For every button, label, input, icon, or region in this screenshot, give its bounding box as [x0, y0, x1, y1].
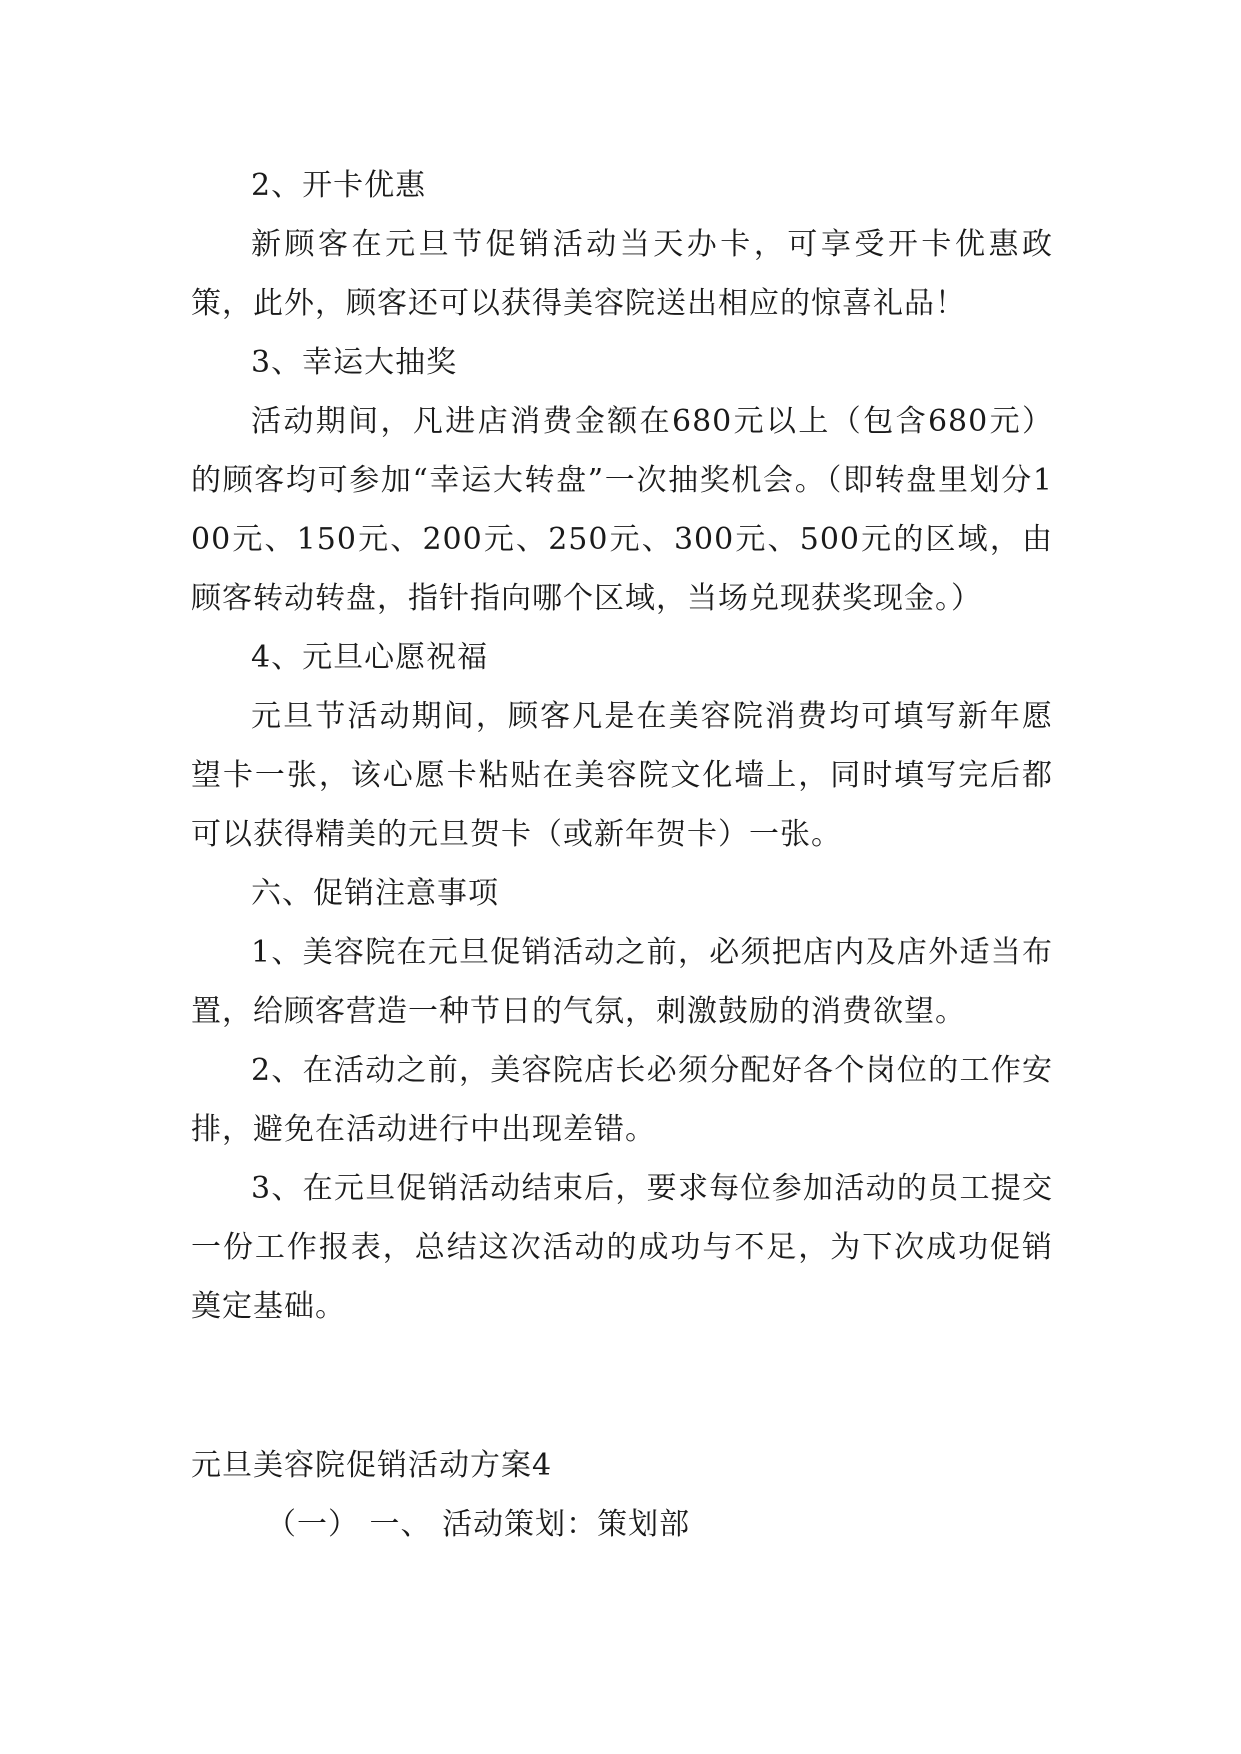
paragraph-card-discount: 新顾客在元旦节促销活动当天办卡，可享受开卡优惠政策，此外，顾客还可以获得美容院送出相应的惊喜礼品！ [191, 227, 1053, 321]
paragraph-lucky-draw: 活动期间，凡进店消费金额在680元以上（包含680元）的顾客均可参加“幸运大转盘”一次抽奖机会。（即转盘里划分100元、150元、200元、250元、300元、500元的区域，由顾客转动转盘，指针指向哪个区域，当场兑现获奖现金。） [191, 404, 1053, 616]
section-heading-notes: 六、促销注意事项 [251, 876, 499, 911]
sub-heading: （一） 一、 活动策划：策划部 [266, 1507, 691, 1542]
section-title: 元旦美容院促销活动方案4 [191, 1448, 553, 1483]
item-heading-new-year-wish: 4、元旦心愿祝福 [251, 640, 489, 675]
paragraph-note-3: 3、在元旦促销活动结束后，要求每位参加活动的员工提交一份工作报表，总结这次活动的成功与不足，为下次成功促销奠定基础。 [191, 1171, 1053, 1324]
item-heading-card-discount: 2、开卡优惠 [251, 168, 427, 203]
item-heading-lucky-draw: 3、幸运大抽奖 [251, 345, 458, 380]
document-body [191, 156, 1053, 1336]
paragraph-new-year-wish: 元旦节活动期间，顾客凡是在美容院消费均可填写新年愿望卡一张，该心愿卡粘贴在美容院文化墙上，同时填写完后都可以获得精美的元旦贺卡（或新年贺卡）一张。 [191, 699, 1053, 852]
paragraph-note-2: 2、在活动之前，美容院店长必须分配好各个岗位的工作安排，避免在活动进行中出现差错。 [191, 1053, 1053, 1147]
paragraph-note-1: 1、美容院在元旦促销活动之前，必须把店内及店外适当布置，给顾客营造一种节日的气氛，刺激鼓励的消费欲望。 [191, 935, 1053, 1029]
